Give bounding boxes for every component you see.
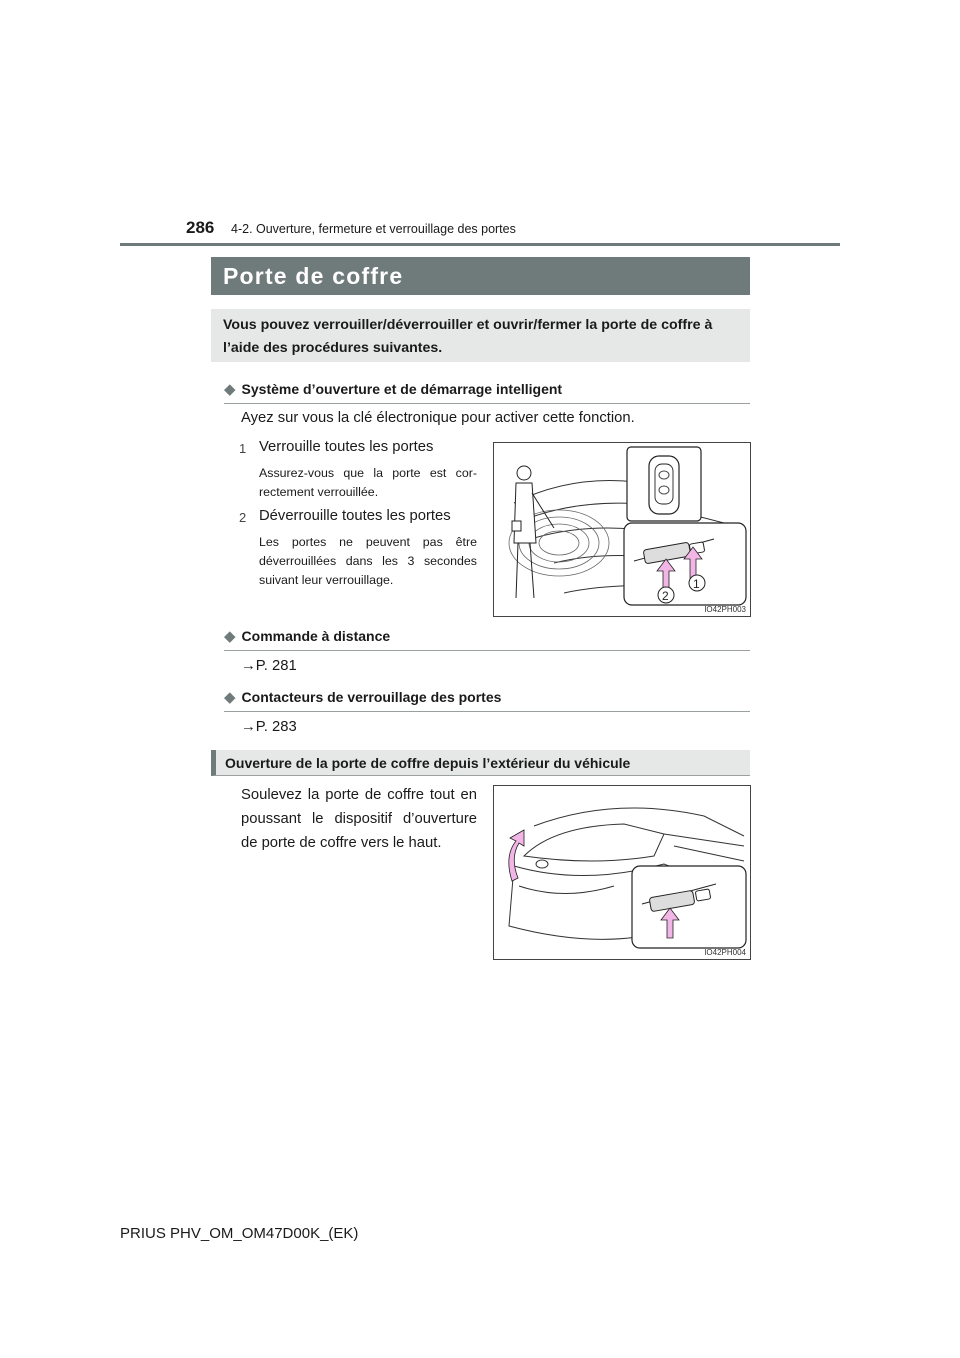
figure-smart-entry bbox=[493, 442, 751, 617]
switches-page-ref: →P. 283 bbox=[241, 719, 297, 735]
header-rule bbox=[120, 243, 840, 246]
fig1-callout-1: 1 bbox=[693, 577, 700, 591]
item-note-1: Assurez-vous que la porte est cor-rectement verrouillée. bbox=[259, 466, 477, 499]
intro-box: Vous pouvez verrouiller/déverrouiller et ouvrir/fermer la porte de coffre à l’aide des procédures suivantes. bbox=[211, 309, 750, 362]
diamond-icon: ◆ bbox=[224, 381, 236, 398]
section-heading-switches-text: Contacteurs de verrouillage des portes bbox=[241, 689, 502, 705]
section-smart-lead: Ayez sur vous la clé électronique pour activer cette fonction. bbox=[241, 410, 635, 426]
figure-code-2: IO42PH004 bbox=[704, 948, 746, 957]
page-title: Porte de coffre bbox=[211, 257, 750, 295]
car-rear-illustration bbox=[494, 443, 750, 616]
item-number-1 bbox=[238, 441, 250, 455]
diamond-icon: ◆ bbox=[224, 628, 236, 645]
fig1-callout-2: 2 bbox=[662, 589, 669, 603]
page-number: 286 bbox=[186, 218, 215, 237]
chapter-title: 4-2. Ouverture, fermeture et verrouillage des portes bbox=[231, 222, 516, 236]
car-trunk-illustration bbox=[494, 786, 750, 959]
item-label-1: Verrouille toutes les portes bbox=[259, 439, 434, 455]
exterior-instructions: Soulevez la porte de coffre tout en poussant le dispositif d’ouverture de porte de coffre vers le haut. bbox=[241, 787, 477, 851]
item-number-2-text: 2 bbox=[239, 510, 247, 524]
remote-page-ref: →P. 281 bbox=[241, 658, 297, 674]
footer-document-id: PRIUS PHV_OM_OM47D00K_(EK) bbox=[120, 1225, 359, 1242]
section-heading-exterior: Ouverture de la porte de coffre depuis l’extérieur du véhicule bbox=[211, 750, 750, 776]
diamond-icon: ◆ bbox=[224, 689, 236, 706]
figure-exterior-opening bbox=[493, 785, 751, 960]
section-heading-switches bbox=[224, 688, 750, 712]
figure-code-1: IO42PH003 bbox=[704, 605, 746, 614]
item-number-1-text: 1 bbox=[239, 441, 247, 455]
section-heading-remote bbox=[224, 627, 750, 651]
section-heading-remote-text: Commande à distance bbox=[241, 628, 391, 644]
item-note-2: Les portes ne peuvent pas être déverrouillées dans les 3 secondes suivant leur verrouillage. bbox=[259, 535, 477, 587]
item-number-2 bbox=[238, 510, 250, 524]
section-heading-smart bbox=[224, 380, 750, 404]
section-heading-smart-text: Système d’ouverture et de démarrage intelligent bbox=[241, 381, 563, 397]
item-label-2: Déverrouille toutes les portes bbox=[259, 508, 451, 524]
